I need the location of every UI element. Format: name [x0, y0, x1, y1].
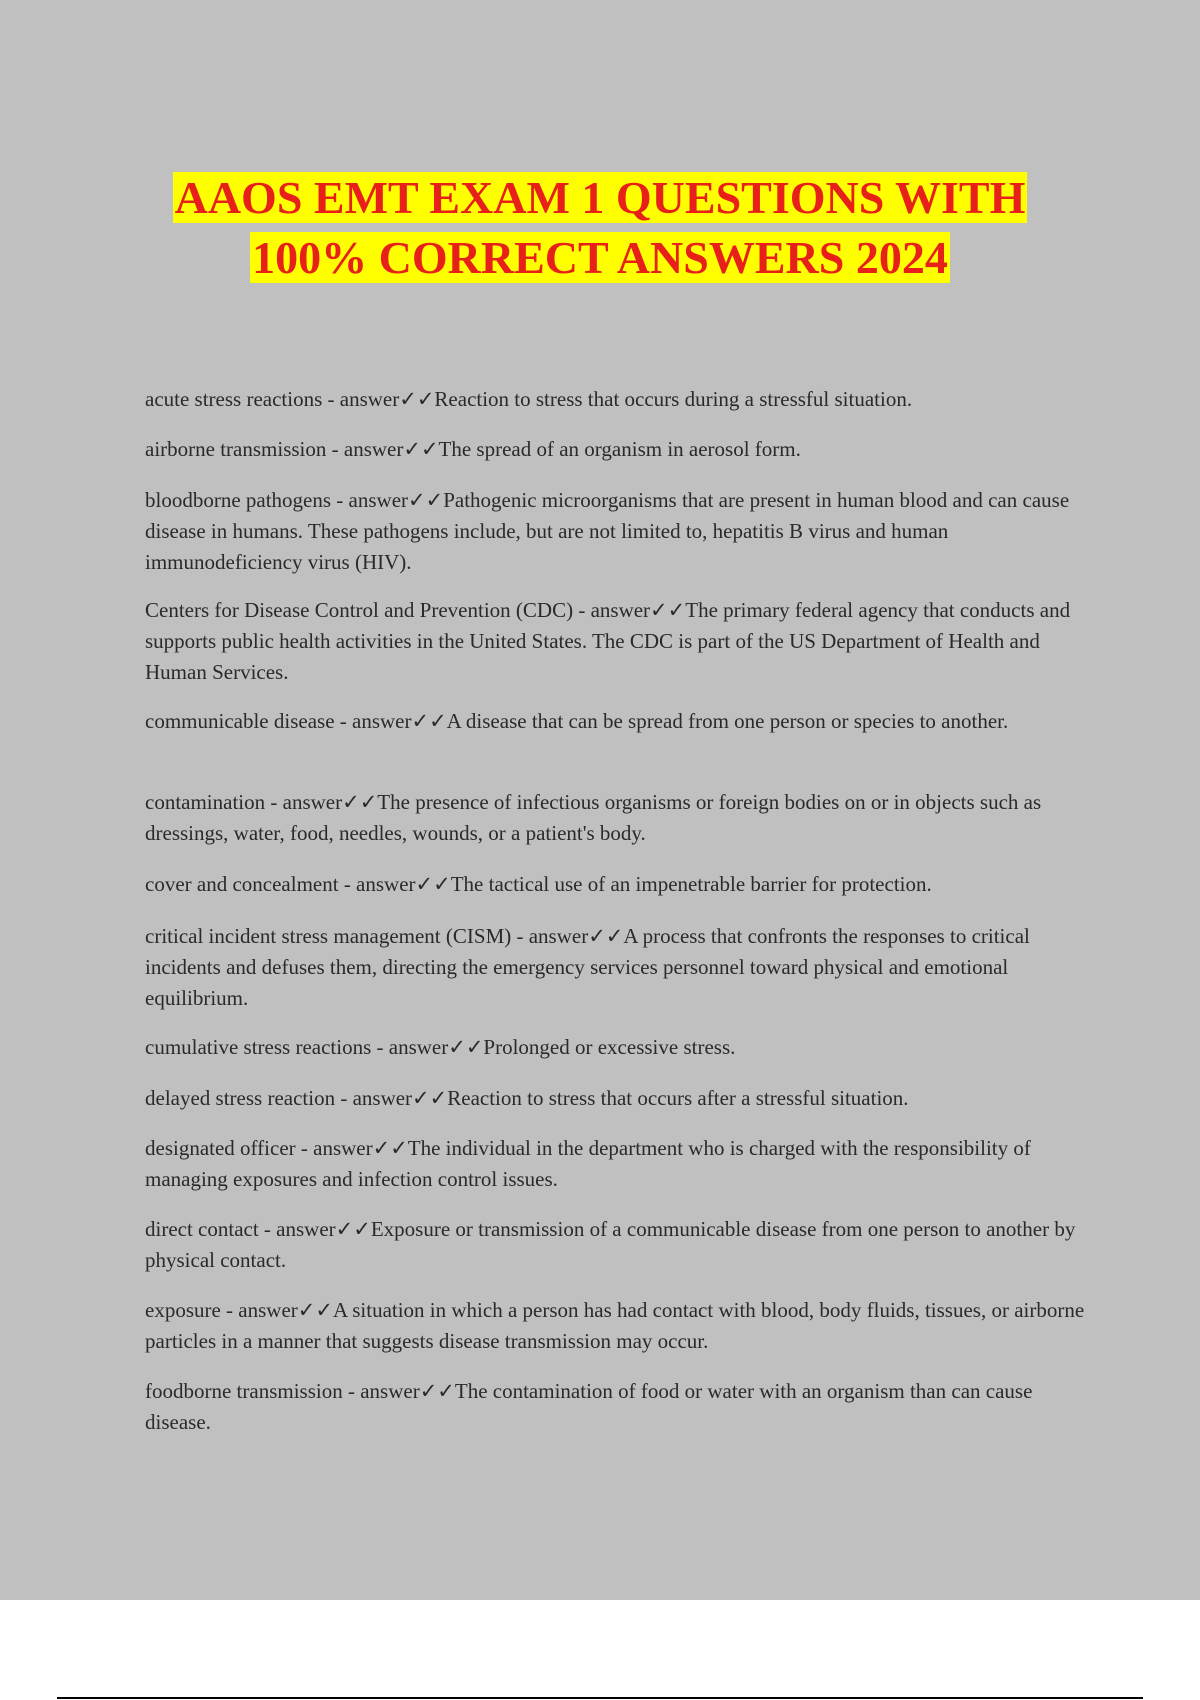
entry-foodborne-transmission: foodborne transmission - answer✓✓The contamination of food or water with an organism than can cause disease. [145, 1379, 1033, 1434]
title-line-1: AAOS EMT EXAM 1 QUESTIONS WITH [174, 172, 1026, 223]
footer-divider [57, 1697, 1143, 1699]
entry-cism: critical incident stress management (CISM) - answer✓✓A process that confronts the responses to critical incidents and defuses them, directing the emergency services personnel toward physical and emotional equilibrium. [145, 924, 1030, 1010]
entry-communicable-disease: communicable disease - answer✓✓A disease that can be spread from one person or species to another. [145, 709, 1009, 733]
entry-bloodborne-pathogens: bloodborne pathogens - answer✓✓Pathogenic microorganisms that are present in human blood and can cause disease in humans. These pathogens include, but are not limited to, hepatitis B virus and human immunodeficiency virus (HIV). [145, 488, 1070, 574]
entry-cdc: Centers for Disease Control and Prevention (CDC) - answer✓✓The primary federal agency that conducts and supports public health activities in the United States. The CDC is part of the US Department of Health and Human Services. [145, 598, 1071, 684]
entry-delayed-stress-reaction: delayed stress reaction - answer✓✓Reaction to stress that occurs after a stressful situation. [145, 1086, 909, 1110]
entry-acute-stress-reactions: acute stress reactions - answer✓✓Reaction to stress that occurs during a stressful situation. [145, 387, 913, 411]
entry-contamination: contamination - answer✓✓The presence of infectious organisms or foreign bodies on or in objects such as dressings, water, food, needles, wounds, or a patient's body. [145, 790, 1042, 845]
document-title [100, 168, 1100, 288]
title-line-2: 100% CORRECT ANSWERS 2024 [252, 232, 948, 283]
entry-airborne-transmission: airborne transmission - answer✓✓The spread of an organism in aerosol form. [145, 437, 801, 461]
entry-cumulative-stress-reactions: cumulative stress reactions - answer✓✓Prolonged or excessive stress. [145, 1035, 736, 1059]
entry-designated-officer: designated officer - answer✓✓The individual in the department who is charged with the responsibility of managing exposures and infection control issues. [145, 1136, 1031, 1191]
entry-exposure: exposure - answer✓✓A situation in which a person has had contact with blood, body fluids, tissues, or airborne particles in a manner that suggests disease transmission may occur. [145, 1298, 1085, 1353]
entry-direct-contact: direct contact - answer✓✓Exposure or transmission of a communicable disease from one person to another by physical contact. [145, 1217, 1076, 1272]
entry-cover-and-concealment: cover and concealment - answer✓✓The tactical use of an impenetrable barrier for protection. [145, 872, 932, 896]
